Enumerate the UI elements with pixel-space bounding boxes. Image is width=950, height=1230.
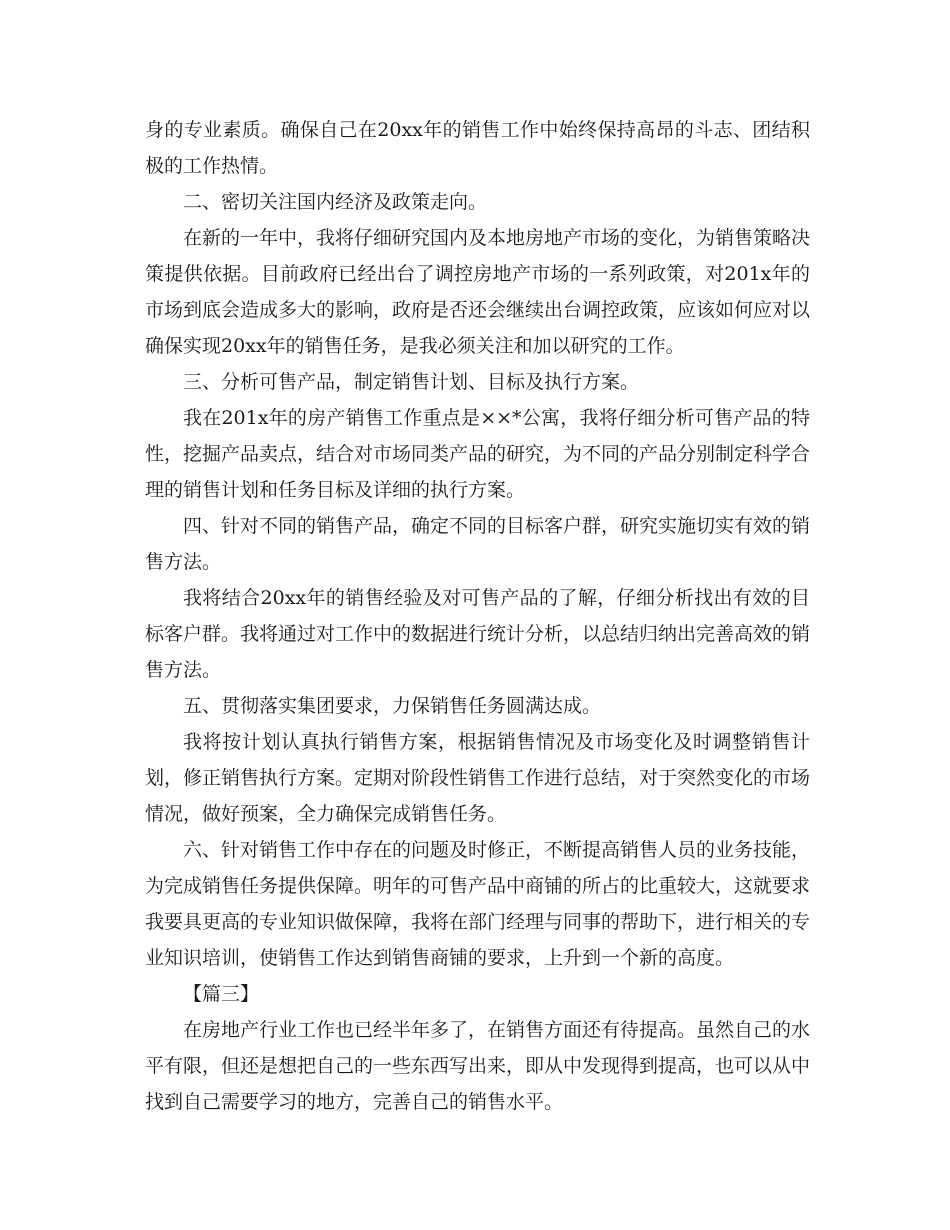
document-body bbox=[145, 112, 810, 1120]
paragraph-body: 在房地产行业工作也已经半年多了，在销售方面还有待提高。虽然自己的水平有限，但还是想把自己的一些东西写出来，即从中发现得到提高，也可以从中找到自己需要学习的地方，完善自己的销售水平。 bbox=[145, 1019, 811, 1113]
paragraph-body: 我将结合20xx年的销售经验及对可售产品的了解，仔细分析找出有效的目标客户群。我将通过对工作中的数据进行统计分析，以总结归纳出完善高效的销售方法。 bbox=[145, 587, 811, 681]
section-heading-4: 四、针对不同的销售产品，确定不同的目标客户群，研究实施切实有效的销售方法。 bbox=[145, 515, 811, 573]
paragraph-continuation: 身的专业素质。确保自己在20xx年的销售工作中始终保持高昂的斗志、团结积极的工作热情。 bbox=[145, 119, 810, 177]
paragraph-body: 我将按计划认真执行销售方案，根据销售情况及市场变化及时调整销售计划，修正销售执行方案。定期对阶段性销售工作进行总结，对于突然变化的市场情况，做好预案，全力确保完成销售任务。 bbox=[145, 731, 811, 825]
section-heading-5: 五、贯彻落实集团要求，力保销售任务圆满达成。 bbox=[183, 695, 602, 717]
paragraph-body: 我在201x年的房产销售工作重点是××*公寓，我将仔细分析可售产品的特性，挖掘产品卖点，结合对市场同类产品的研究，为不同的产品分别制定科学合理的销售计划和任务目标及详细的执行方案。 bbox=[145, 407, 811, 501]
chapter-heading: 【篇三】 bbox=[183, 983, 260, 1005]
paragraph-body: 在新的一年中，我将仔细研究国内及本地房地产市场的变化，为销售策略决策提供依据。目前政府已经出台了调控房地产市场的一系列政策，对201x年的市场到底会造成多大的影响，政府是否还会继续出台调控政策，应该如何应对以确保实现20xx年的销售任务，是我必须关注和加以研究的工作。 bbox=[145, 227, 811, 357]
section-heading-2: 二、密切关注国内经济及政策走向。 bbox=[183, 191, 488, 213]
section-heading-3: 三、分析可售产品，制定销售计划、目标及执行方案。 bbox=[183, 371, 640, 393]
section-heading-6: 六、针对销售工作中存在的问题及时修正，不断提高销售人员的业务技能，为完成销售任务提供保障。明年的可售产品中商铺的所占的比重较大，这就要求我要具更高的专业知识做保障，我将在部门经理与同事的帮助下，进行相关的专业知识培训，使销售工作达到销售商铺的要求，上升到一个新的高度。 bbox=[145, 839, 811, 969]
